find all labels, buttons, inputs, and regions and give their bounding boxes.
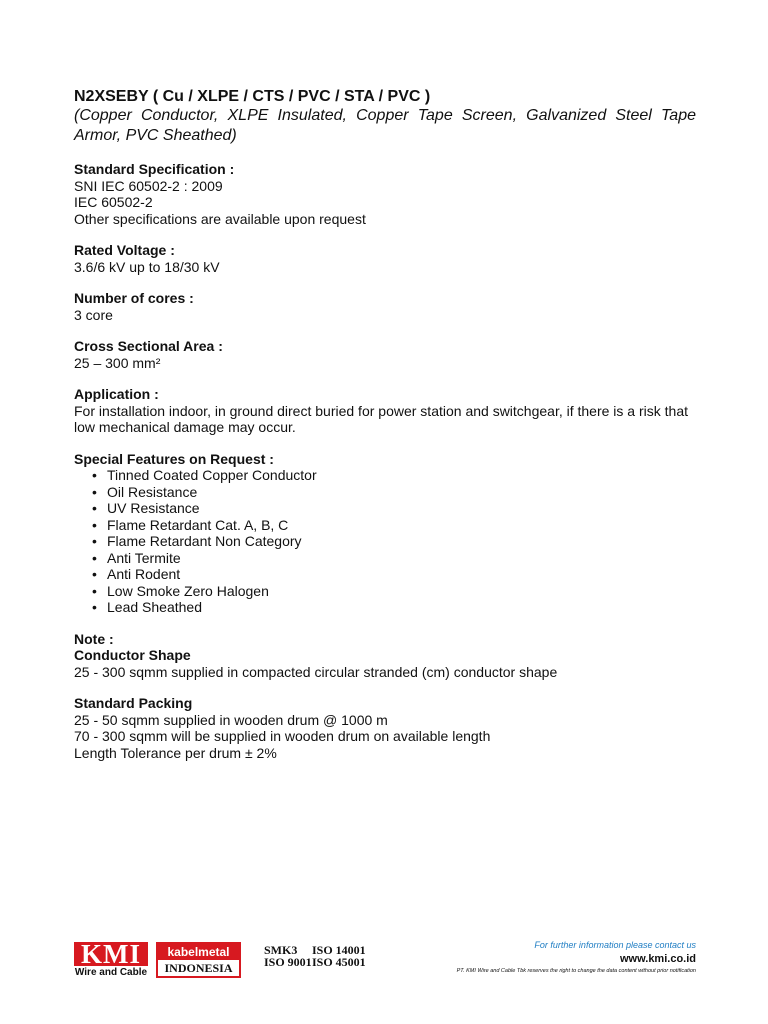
product-subtitle: (Copper Conductor, XLPE Insulated, Copper Tape Screen, Galvanized Steel Tape Armor, PVC Sheathed) <box>74 107 696 144</box>
cert-smk3: SMK3 <box>264 943 298 957</box>
feature-item: • Anti Termite <box>92 550 696 567</box>
cores-section <box>74 290 696 323</box>
kabelmetal-logo-bottom: INDONESIA <box>164 961 233 975</box>
feature-item: • Anti Rodent <box>92 566 696 583</box>
contact-block <box>457 940 696 975</box>
cert-badge-smk3-iso9001 <box>264 944 312 968</box>
kabelmetal-logo-top: kabelmetal <box>158 944 239 960</box>
kmi-logo <box>74 939 148 980</box>
standard-spec-section <box>74 161 696 227</box>
standard-spec-line: IEC 60502-2 <box>74 194 153 210</box>
cert-iso45001: ISO 45001 <box>312 955 366 969</box>
packing-heading: Standard Packing <box>74 695 193 711</box>
cert-badge-iso14001-iso45001 <box>312 944 366 968</box>
feature-item: • Flame Retardant Cat. A, B, C <box>92 517 696 534</box>
page-footer <box>74 940 696 980</box>
standard-spec-line: Other specifications are available upon request <box>74 210 366 227</box>
rated-voltage-section <box>74 242 696 275</box>
feature-item: • Flame Retardant Non Category <box>92 533 696 550</box>
datasheet-body <box>74 88 696 761</box>
feature-item: • Tinned Coated Copper Conductor <box>92 467 696 484</box>
feature-item: • UV Resistance <box>92 500 696 517</box>
feature-item: • Low Smoke Zero Halogen <box>92 583 696 600</box>
packing-line: Length Tolerance per drum ± 2% <box>74 744 277 761</box>
rated-voltage-value: 3.6/6 kV up to 18/30 kV <box>74 258 220 275</box>
features-heading: Special Features on Request : <box>74 450 274 467</box>
note-heading: Note : <box>74 630 114 647</box>
cores-heading: Number of cores : <box>74 290 194 306</box>
note-section <box>74 631 696 681</box>
cross-section-section <box>74 338 696 371</box>
features-list <box>74 467 696 616</box>
kmi-logo-tagline: Wire and Cable <box>74 967 148 978</box>
packing-line: 70 - 300 sqmm will be supplied in wooden drum on available length <box>74 728 491 744</box>
conductor-shape-heading: Conductor Shape <box>74 647 191 663</box>
application-text: For installation indoor, in ground direct buried for power station and switchgear, if there is a risk that low mechanical damage may occur. <box>74 402 688 435</box>
packing-section <box>74 695 696 761</box>
standard-spec-heading: Standard Specification : <box>74 161 235 177</box>
website-link[interactable]: www.kmi.co.id <box>620 953 696 965</box>
features-section <box>74 451 696 616</box>
cross-section-value: 25 – 300 mm² <box>74 354 161 371</box>
contact-note: For further information please contact us <box>534 940 696 950</box>
standard-spec-line: SNI IEC 60502-2 : 2009 <box>74 177 223 194</box>
cross-section-heading: Cross Sectional Area : <box>74 338 223 354</box>
rated-voltage-heading: Rated Voltage : <box>74 242 175 258</box>
cert-iso9001: ISO 9001 <box>264 955 312 969</box>
conductor-shape-text: 25 - 300 sqmm supplied in compacted circular stranded (cm) conductor shape <box>74 663 558 680</box>
kabelmetal-logo <box>156 942 241 978</box>
feature-item: • Oil Resistance <box>92 484 696 501</box>
product-title: N2XSEBY ( Cu / XLPE / CTS / PVC / STA / PVC ) <box>74 88 431 105</box>
cores-value: 3 core <box>74 306 113 323</box>
feature-item: • Lead Sheathed <box>92 599 696 616</box>
cert-iso14001: ISO 14001 <box>312 943 366 957</box>
application-section <box>74 386 696 436</box>
disclaimer-text: PT. KMI Wire and Cable Tbk reserves the right to change the data content without prior notification <box>456 968 696 974</box>
packing-line: 25 - 50 sqmm supplied in wooden drum @ 1000 m <box>74 711 388 728</box>
kmi-logo-text: KMI <box>74 942 148 966</box>
application-heading: Application : <box>74 386 159 402</box>
